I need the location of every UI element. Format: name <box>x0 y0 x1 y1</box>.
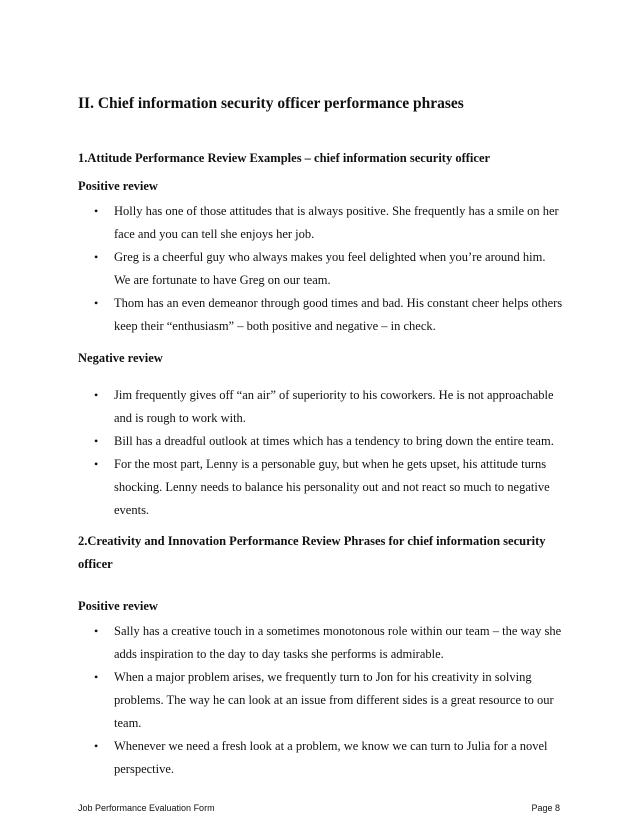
attitude-negative-list <box>0 384 564 522</box>
list-item: • Bill has a dreadful outlook at times which has a tendency to bring down the entire team. <box>0 430 564 453</box>
attitude-section-title: 1.Attitude Performance Review Examples – chief information security officer <box>78 151 491 165</box>
attitude-negative-label: Negative review <box>78 351 163 365</box>
creativity-positive-list <box>0 620 564 781</box>
attitude-positive-list <box>0 200 564 338</box>
attitude-positive-label: Positive review <box>78 179 158 193</box>
creativity-section-title: 2.Creativity and Innovation Performance Review Phrases for chief information security officer <box>78 534 546 571</box>
list-item: • Holly has one of those attitudes that is always positive. She frequently has a smile on her face and you can tell she enjoys her job. <box>0 200 564 246</box>
list-item: • Jim frequently gives off “an air” of superiority to his coworkers. He is not approachable and is rough to work with. <box>0 384 564 430</box>
list-item: • For the most part, Lenny is a personable guy, but when he gets upset, his attitude turns shocking. Lenny needs to balance his personality out and not react so much to negative events. <box>0 453 564 522</box>
list-item: • Greg is a cheerful guy who always makes you feel delighted when you’re around him. We are fortunate to have Greg on our team. <box>0 246 564 292</box>
footer-divider <box>78 798 560 799</box>
creativity-positive-label: Positive review <box>78 599 158 613</box>
list-item: • Sally has a creative touch in a sometimes monotonous role within our team – the way she adds inspiration to the day to day tasks she performs is admirable. <box>0 620 564 666</box>
list-item: • When a major problem arises, we frequently turn to Jon for his creativity in solving problems. The way he can look at an issue from different sides is a great resource to our team. <box>0 666 564 735</box>
footer-form-name: Job Performance Evaluation Form <box>78 803 215 813</box>
footer-page-number: Page 8 <box>531 803 560 813</box>
list-item: • Whenever we need a fresh look at a problem, we know we can turn to Julia for a novel perspective. <box>0 735 564 781</box>
section-heading: II. Chief information security officer performance phrases <box>78 95 464 112</box>
list-item: • Thom has an even demeanor through good times and bad. His constant cheer helps others keep their “enthusiasm” – both positive and negative – in check. <box>0 292 564 338</box>
